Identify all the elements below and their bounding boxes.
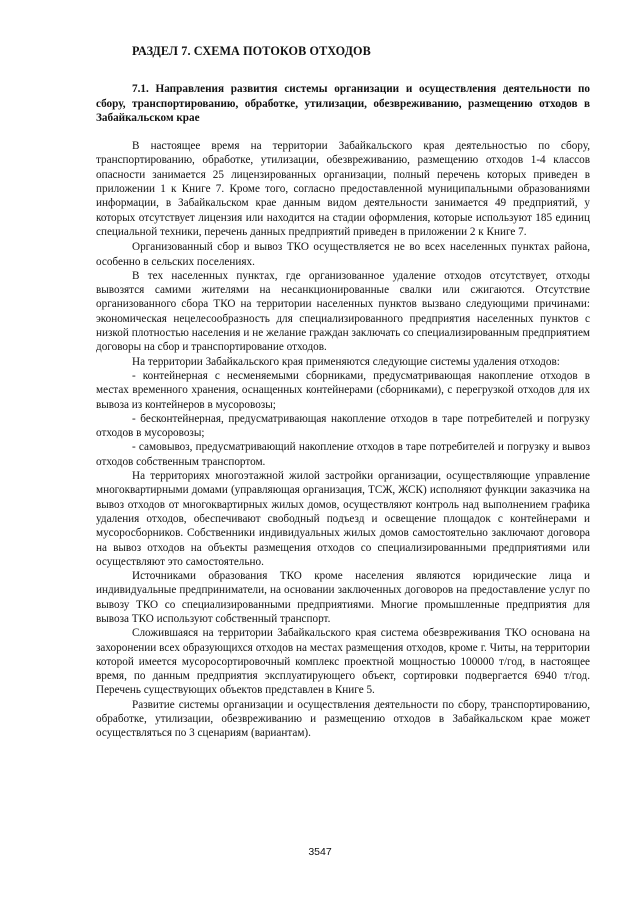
paragraph: На территориях многоэтажной жилой застройки организации, осуществляющие управление многоквартирными домами (управляющая организация, ТСЖ, ЖСК) исполняют функции заказчика на вывоз отходов от многоквартирных жилых домов, осуществляют контроль над выполнением графика удаления отходов, обеспечивают свободный подъезд и освещение площадок с контейнерами и мусоросборников. Собственники индивидуальных жилых домов самостоятельно заключают договора на вывоз отходов на объекты размещения отходов со специализированными предприятиями или осуществляют это самостоятельно. <box>96 470 590 568</box>
list-item: - контейнерная с несменяемыми сборниками, предусматривающая накопление отходов в местах временного хранения, оснащенных контейнерами (сборниками), с перегрузкой отходов для их вывоза из контейнеров в мусоровозы; <box>96 369 590 411</box>
page-number: 3547 <box>308 846 332 858</box>
paragraph: Источниками образования ТКО кроме населения являются юридические лица и индивидуальные предприниматели, на основании заключенных договоров на предоставление услуг по вывозу ТКО со специализированными предприятиями. Многие промышленные предприятия для вывоза ТКО используют собственный транспорт. <box>96 570 590 625</box>
subsection-title: 7.1. Направления развития системы организации и осуществления деятельности по сбору, транспортированию, обработке, утилизации, обезвреживанию, размещению отходов в Забайкальском крае <box>96 83 590 124</box>
list-item: - самовывоз, предусматривающий накопление отходов в таре потребителей и погрузку и вывоз отходов собственным транспортом. <box>96 441 590 468</box>
list-item: - бесконтейнерная, предусматривающая накопление отходов в таре потребителей и погрузку отходов в мусоровозы; <box>96 412 590 440</box>
section-title: РАЗДЕЛ 7. СХЕМА ПОТОКОВ ОТХОДОВ <box>132 44 371 58</box>
paragraph: В тех населенных пунктах, где организованное удаление отходов отсутствует, отходы вывозятся самими жителями на несанкционированные свалки или сжигаются. Отсутствие организованного сбора ТКО на территории населенных пунктов вызвано следующими причинами: экономическая нецелесообразность для специализированного предприятия населенных пунктов с низкой плотностью населения и не желание граждан заключать со специализированным предприятием договоры на сбор и транспортирование отходов. <box>96 269 590 354</box>
paragraph: В настоящее время на территории Забайкальского края деятельностью по сбору, транспортированию, обработке, утилизации, обезвреживанию, размещению отходов 1-4 классов опасности занимается 25 лицензированных организации, полный перечень которых приведен в приложении 1 к Книге 7. Кроме того, согласно предоставленной муниципальными образованиями информации, в Забайкальском крае данным видом деятельности занимается 49 предприятий, у которых отсутствует лицензия или находится на стадии оформления, которые используют 185 единиц специальной техники, перечень данных предприятий приведен в приложении 2 к Книге 7. <box>96 140 590 238</box>
paragraph: Сложившаяся на территории Забайкальского края система обезвреживания ТКО основана на захоронении всех образующихся отходов на местах размещения отходов, кроме г. Читы, на территории которой имеется мусоросортировочный комплекс проектной мощностью 100000 т/год, в настоящее время, по данным предприятия эксплуатирующего объект, сортировки подвергается 6940 т/год. Перечень существующих объектов представлен в Книге 5. <box>96 627 590 697</box>
paragraph: Развитие системы организации и осуществления деятельности по сбору, транспортированию, обработке, утилизации, обезвреживанию и размещению отходов в Забайкальском крае может осуществляться по 3 сценариям (вариантам). <box>96 698 590 740</box>
document-body <box>96 44 590 741</box>
paragraph: На территории Забайкальского края применяются следующие системы удаления отходов: <box>132 355 560 368</box>
paragraph: Организованный сбор и вывоз ТКО осуществляется не во всех населенных пунктах района, особенно в сельских поселениях. <box>96 241 590 268</box>
